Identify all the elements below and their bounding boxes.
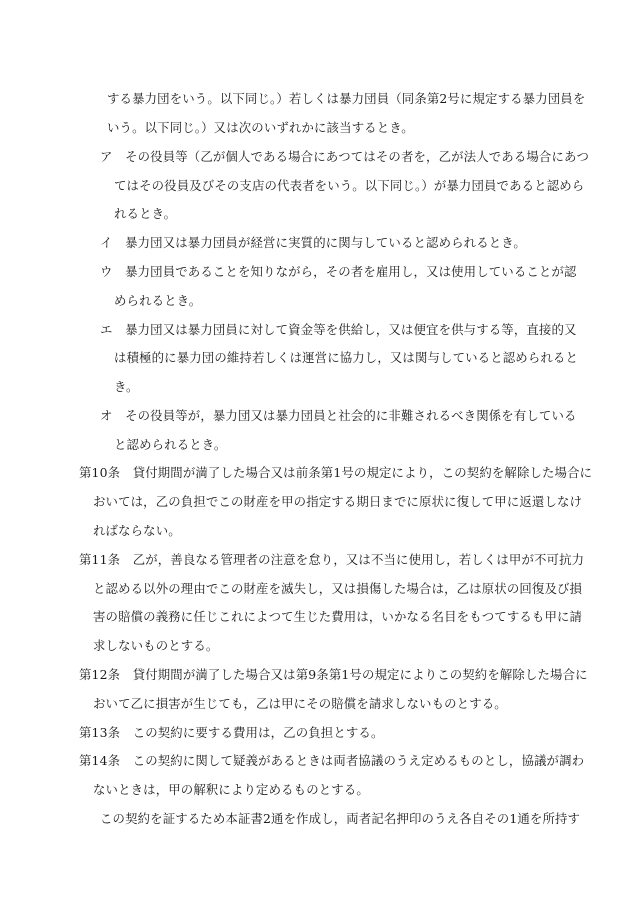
text-line: 害の賠償の義務に任じこれによつて生じた費用は，いかなる名目をもつてするも甲に請 [93, 609, 583, 624]
text-line: 第11条 乙が，善良なる管理者の注意を怠り，又は不当に使用し，若しくは甲が不可抗力 [79, 552, 585, 567]
text-line: められるとき。 [114, 293, 202, 308]
text-line: 第13条 この契約に要する費用は，乙の負担とする。 [79, 725, 384, 740]
text-line: ア その役員等（乙が個人である場合にあつてはその者を，乙が法人である場合にあつ [100, 149, 590, 164]
text-line: ないときは，甲の解釈により定めるものとする。 [93, 782, 369, 797]
text-line: と認める以外の理由でこの財産を滅失し，又は損傷した場合は，乙は原状の回復及び損 [93, 581, 583, 596]
text-line: おいては，乙の負担でこの財産を甲の指定する期日までに原状に復して甲に返還しなけ [93, 494, 583, 509]
text-line: 第14条 この契約に関して疑義があるときは両者協議のうえ定めるものとし，協議が調わ [79, 753, 585, 768]
text-line: おいて乙に損害が生じても，乙は甲にその賠償を請求しないものとする。 [93, 696, 507, 711]
text-line: は積極的に暴力団の維持若しくは運営に協力し，又は関与していると認められると [114, 350, 579, 365]
text-line: ればならない。 [93, 523, 181, 538]
text-line: イ 暴力団又は暴力団員が経営に実質的に関与していると認められるとき。 [100, 235, 526, 250]
text-line: この契約を証するため本証書2通を作成し，両者記名押印のうえ各自その1通を所持す [100, 811, 581, 826]
text-line: ウ 暴力団員であることを知りながら，その者を雇用し，又は使用していることが認 [100, 264, 577, 279]
text-line: する暴力団をいう。以下同じ。）若しくは暴力団員（同条第2号に規定する暴力団員を [107, 91, 586, 106]
text-line: エ 暴力団又は暴力団員に対して資金等を供給し，又は便宜を供与する等，直接的又 [100, 322, 577, 337]
text-line: いう。以下同じ。）又は次のいずれかに該当するとき。 [107, 120, 414, 135]
text-line: オ その役員等が，暴力団又は暴力団員と社会的に非難されるべき関係を有している [100, 408, 577, 423]
text-line: と認められるとき。 [114, 437, 227, 452]
text-line: 求しないものとする。 [93, 638, 219, 653]
text-line: れるとき。 [114, 206, 177, 221]
text-line: 第12条 貸付期間が満了した場合又は第9条第1号の規定によりこの契約を解除した場合に [79, 667, 588, 682]
text-line: 第10条 貸付期間が満了した場合又は前条第1号の規定により，この契約を解除した場合に [79, 465, 593, 480]
text-line: き。 [114, 379, 139, 394]
text-line: てはその役員及びその支店の代表者をいう。以下同じ。）が暴力団員であると認めら [114, 178, 585, 193]
